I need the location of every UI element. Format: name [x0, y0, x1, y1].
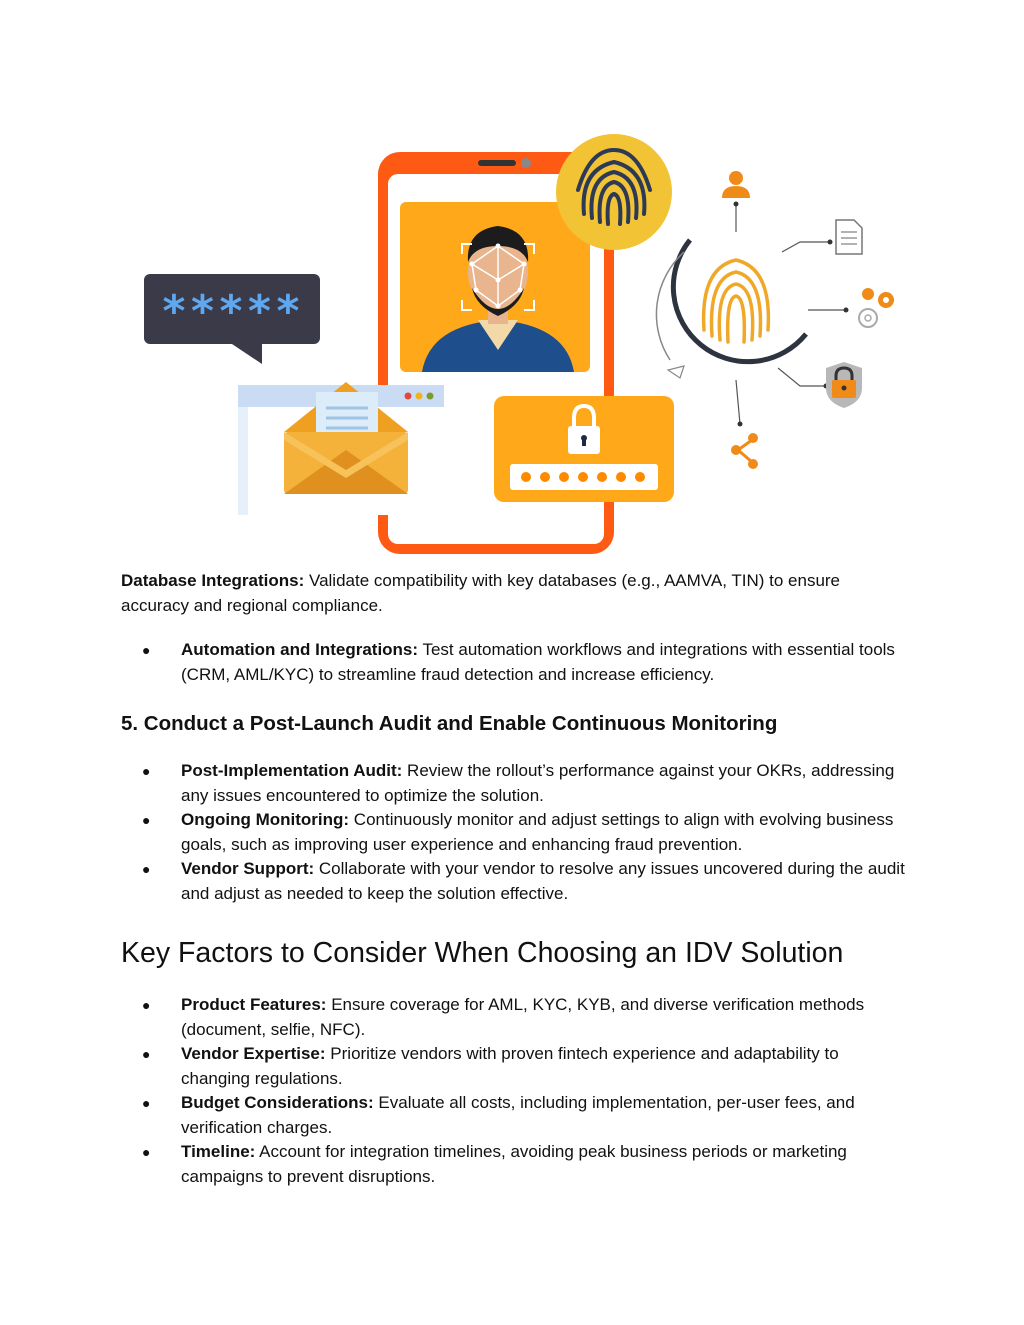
key-factors-section [121, 936, 911, 970]
section-5-list [121, 759, 911, 906]
item-text: Prioritize vendors with proven fintech experience and adaptability to changing regulations. [181, 1044, 839, 1088]
item-label: Ongoing Monitoring: [181, 810, 350, 829]
identity-verification-illustration [0, 0, 1024, 560]
share-icon [731, 433, 758, 469]
list-item [121, 1140, 911, 1189]
section-heading: 5. Conduct a Post-Launch Audit and Enable Continuous Monitoring [121, 712, 778, 735]
section-title: Key Factors to Consider When Choosing an IDV Solution [121, 937, 844, 969]
list-item [121, 993, 911, 1042]
item-text: Review the rollout’s performance against your OKRs, addressing any issues encountered to optimize the solution. [181, 761, 895, 805]
bullet: ● [142, 1095, 151, 1111]
item-label: Budget Considerations: [181, 1093, 374, 1112]
bullet: ● [142, 763, 151, 779]
item-label: Vendor Expertise: [181, 1044, 326, 1063]
document-icon [836, 220, 862, 254]
paragraph-label: Database Integrations: [121, 571, 305, 590]
list-item [121, 808, 911, 857]
bullet: ● [142, 997, 151, 1013]
list-item [121, 759, 911, 808]
section-5 [121, 711, 911, 737]
item-label: Post-Implementation Audit: [181, 761, 403, 780]
email-browser-icon [238, 382, 444, 515]
key-factors-list [121, 993, 911, 1189]
list-item [121, 1091, 911, 1140]
item-text: Ensure coverage for AML, KYC, KYB, and diverse verification methods (document, selfie, NFC). [181, 995, 865, 1039]
bullet: ● [142, 861, 151, 877]
item-text: Evaluate all costs, including implementation, per-user fees, and verification charges. [181, 1093, 855, 1137]
item-label: Automation and Integrations: [181, 640, 419, 659]
item-text: Continuously monitor and adjust settings to align with evolving business goals, such as improving user experience and enhancing fraud prevention. [181, 810, 894, 854]
lock-password-card [494, 396, 674, 502]
bullet: ● [142, 1144, 151, 1160]
item-text: Test automation workflows and integrations with essential tools (CRM, AML/KYC) to streamline fraud detection and increase efficiency. [181, 640, 895, 684]
face-scan-icon [400, 202, 590, 372]
padlock-shield-icon [826, 362, 862, 408]
password-mask: ***** [160, 286, 304, 337]
bullet: ● [142, 1046, 151, 1062]
security-network-icon [656, 202, 848, 427]
fingerprint-icon [556, 134, 672, 250]
automation-list [121, 638, 911, 687]
list-item [121, 857, 911, 906]
item-label: Vendor Support: [181, 859, 315, 878]
paragraph-text: Validate compatibility with key databases (e.g., AAMVA, TIN) to ensure accuracy and regional compliance. [121, 571, 841, 615]
password-bubble [144, 274, 320, 364]
item-label: Product Features: [181, 995, 327, 1014]
user-icon [722, 171, 750, 198]
bullet: ● [142, 812, 151, 828]
database-integrations-paragraph [121, 569, 911, 618]
list-item [121, 1042, 911, 1091]
list-item [121, 638, 911, 687]
item-text: Account for integration timelines, avoiding peak business periods or marketing campaigns to prevent disruptions. [181, 1142, 847, 1186]
item-text: Collaborate with your vendor to resolve any issues uncovered during the audit and adjust as needed to keep the solution effective. [181, 859, 905, 903]
gear-icon [859, 288, 894, 327]
bullet: ● [142, 642, 151, 658]
item-label: Timeline: [181, 1142, 256, 1161]
